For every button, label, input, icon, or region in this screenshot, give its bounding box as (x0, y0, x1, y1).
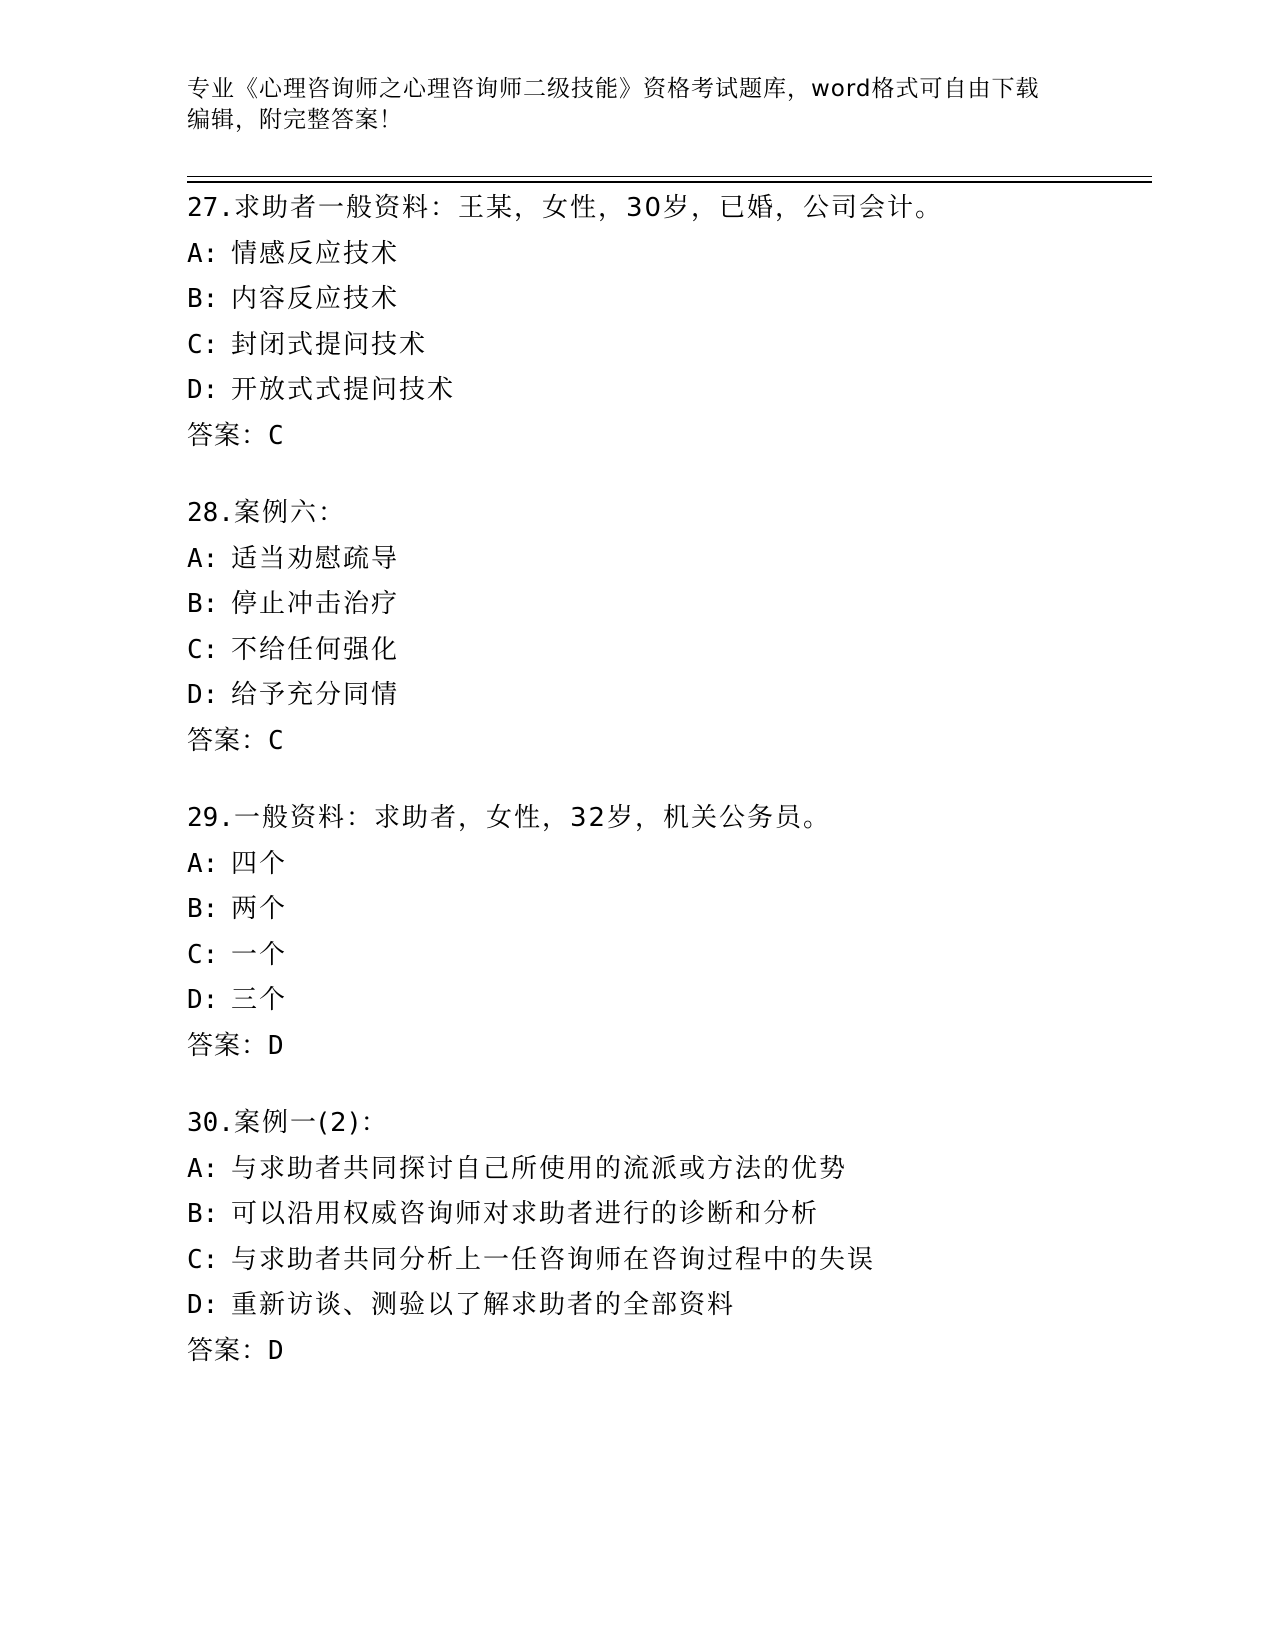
option-text: 重新访谈、测验以了解求助者的全部资料 (231, 1290, 736, 1320)
header-line-1: 专业《心理咨询师之心理咨询师二级技能》资格考试题库，word格式可自由下载 (187, 76, 1040, 102)
option-b (187, 277, 1147, 323)
option-letter: B: (187, 894, 219, 924)
question-number: 27. (187, 193, 234, 223)
option-text: 可以沿用权威咨询师对求助者进行的诊断和分析 (231, 1199, 820, 1229)
option-c (187, 323, 1147, 369)
option-text: 与求助者共同探讨自己所使用的流派或方法的优势 (231, 1153, 848, 1184)
answer-label: 答案： (187, 725, 269, 756)
option-letter: C: (187, 634, 219, 665)
option-text: 情感反应技术 (231, 238, 400, 269)
option-text: 内容反应技术 (231, 284, 400, 314)
option-letter: D: (187, 375, 219, 405)
option-a (187, 537, 1147, 583)
option-a (187, 1147, 1147, 1193)
option-d (187, 978, 1147, 1024)
question-text: 案例六： (233, 498, 346, 528)
question-text: 案例一(2)： (233, 1108, 389, 1138)
document-header (187, 74, 1087, 136)
question-number: 30. (187, 1108, 234, 1138)
option-text: 不给任何强化 (231, 634, 400, 665)
header-rule-thin (187, 176, 1152, 177)
question-29 (187, 796, 1147, 1069)
answer-label: 答案： (187, 420, 269, 451)
option-letter: A: (187, 543, 219, 574)
option-text: 给予充分同情 (231, 680, 400, 710)
question-text: 一般资料：求助者，女性，32岁，机关公务员。 (233, 803, 832, 833)
question-stem (187, 491, 1147, 537)
question-stem (187, 186, 1147, 232)
option-d (187, 368, 1147, 414)
option-d (187, 1283, 1147, 1329)
answer-value: D (268, 1030, 286, 1061)
answer-value: C (268, 725, 286, 756)
option-text: 封闭式提问技术 (231, 329, 428, 360)
question-number: 29. (187, 803, 234, 833)
option-b (187, 582, 1147, 628)
option-a (187, 232, 1147, 278)
answer-line (187, 719, 1147, 765)
option-letter: C: (187, 939, 219, 970)
answer-label: 答案： (187, 1335, 269, 1366)
option-text: 开放式式提问技术 (231, 375, 456, 405)
option-letter: C: (187, 1244, 219, 1275)
option-letter: C: (187, 329, 219, 360)
header-line-2: 编辑，附完整答案！ (187, 107, 403, 133)
option-d (187, 673, 1147, 719)
option-text: 停止冲击治疗 (231, 589, 400, 619)
option-text: 适当劝慰疏导 (231, 543, 400, 574)
option-letter: D: (187, 985, 219, 1015)
option-b (187, 887, 1147, 933)
option-c (187, 933, 1147, 979)
option-letter: A: (187, 848, 219, 879)
option-letter: D: (187, 1290, 219, 1320)
option-letter: B: (187, 589, 219, 619)
option-letter: A: (187, 238, 219, 269)
option-letter: D: (187, 680, 219, 710)
question-stem (187, 1101, 1147, 1147)
question-stem (187, 796, 1147, 842)
option-letter: B: (187, 284, 219, 314)
answer-value: D (268, 1335, 286, 1366)
option-text: 四个 (231, 848, 288, 879)
question-28 (187, 491, 1147, 764)
question-27 (187, 186, 1147, 459)
option-a (187, 842, 1147, 888)
answer-line (187, 1329, 1147, 1375)
question-30 (187, 1101, 1147, 1374)
answer-label: 答案： (187, 1030, 269, 1061)
answer-value: C (268, 420, 286, 451)
option-c (187, 628, 1147, 674)
answer-line (187, 414, 1147, 460)
option-text: 一个 (231, 939, 288, 970)
option-c (187, 1238, 1147, 1284)
option-text: 三个 (231, 985, 288, 1015)
header-rule-thick (187, 181, 1152, 183)
option-text: 与求助者共同分析上一任咨询师在咨询过程中的失误 (231, 1244, 876, 1275)
option-letter: A: (187, 1153, 219, 1184)
answer-line (187, 1024, 1147, 1070)
option-b (187, 1192, 1147, 1238)
option-text: 两个 (231, 894, 288, 924)
question-number: 28. (187, 498, 234, 528)
option-letter: B: (187, 1199, 219, 1229)
question-text: 求助者一般资料：王某，女性，30岁，已婚，公司会计。 (233, 193, 944, 223)
